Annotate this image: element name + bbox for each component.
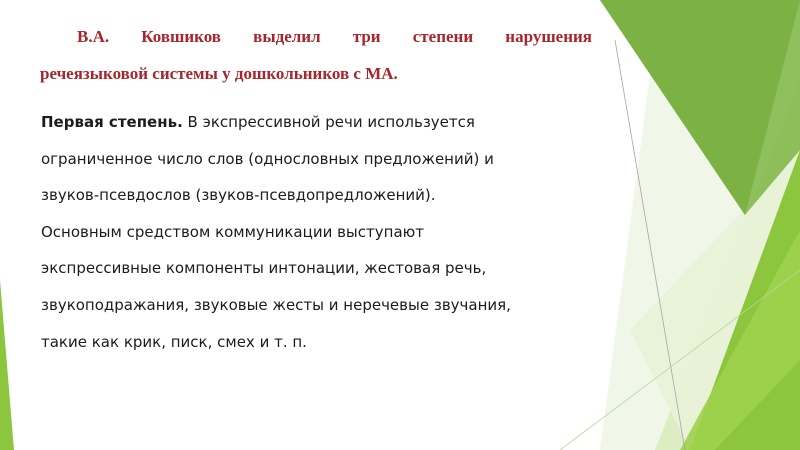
slide-title xyxy=(40,18,592,92)
body-line-3: звуков-псевдослов (звуков-псевдопредложений). xyxy=(41,186,436,205)
body-line-1-text: В экспрессивной речи используется xyxy=(182,113,475,131)
title-line-1: В.А. Ковшиков выделил три степени нарушения xyxy=(77,27,592,46)
body-line-5: экспрессивные компоненты интонации, жестовая речь, xyxy=(41,259,487,278)
first-degree-label: Первая степень. xyxy=(41,113,183,131)
left-edge-green-triangle xyxy=(0,280,14,450)
body-line-6: звукоподражания, звуковые жесты и неречевые звучания, xyxy=(41,295,511,314)
body-line-7: такие как крик, писк, смех и т. п. xyxy=(41,332,307,351)
body-line-4: Основным средством коммуникации выступают xyxy=(41,222,425,241)
body-line-1 xyxy=(41,104,601,141)
slide-body-text xyxy=(41,104,601,360)
body-line-2: ограниченное число слов (однословных предложений) и xyxy=(41,149,494,168)
title-line-2: речеязыковой системы у дошкольников с МА. xyxy=(40,64,398,83)
